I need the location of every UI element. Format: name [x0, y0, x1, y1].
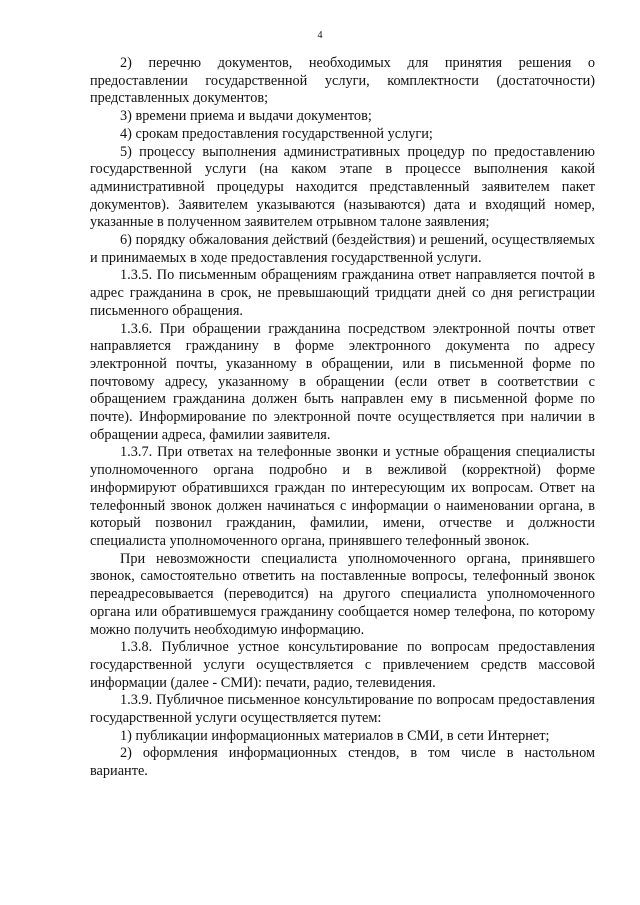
- paragraph: 1.3.6. При обращении гражданина посредством электронной почты ответ направляется гражданину в форме электронного документа по адресу электронной почты, указанному в обращении, или в письменной форме по почтовому адресу, указанному в обращении (если ответ в соответствии с обращением гражданина должен быть направлен ему в письменной форме по почте). Информирование по электронной почте осуществляется при наличии в обращении адреса, фамилии заявителя.: [90, 320, 595, 443]
- document-body: [90, 55, 595, 781]
- paragraph: 1.3.5. По письменным обращениям гражданина ответ направляется почтой в адрес гражданина в срок, не превышающий тридцати дней со дня регистрации письменного обращения.: [90, 267, 595, 319]
- paragraph: 1.3.7. При ответах на телефонные звонки и устные обращения специалисты уполномоченного органа подробно и в вежливой (корректной) форме информируют обратившихся граждан по интересующим их вопросам. Ответ на телефонный звонок должен начинаться с информации о наименовании органа, в который позвонил гражданин, фамилии, имени, отчестве и должности специалиста уполномоченного органа, принявшего телефонный звонок.: [90, 444, 595, 549]
- paragraph: 5) процессу выполнения административных процедур по предоставлению государственной услуги (на каком этапе в процессе выполнения какой административной процедуры находится представленный заявителем пакет документов). Заявителем указываются (называются) дата и входящий номер, указанные в полученном заявителем отрывном талоне заявления;: [90, 143, 595, 231]
- paragraph: 6) порядку обжалования действий (бездействия) и решений, осуществляемых и принимаемых в ходе предоставления государственной услуги.: [90, 232, 595, 266]
- paragraph: 4) срокам предоставления государственной услуги;: [120, 125, 433, 142]
- page-number: 4: [317, 30, 323, 41]
- paragraph: При невозможности специалиста уполномоченного органа, принявшего звонок, самостоятельно ответить на поставленные вопросы, телефонный звонок переадресовывается (переводится) на другого специалиста уполномоченного органа или обратившемуся гражданину сообщается номер телефона, по которому можно получить необходимую информацию.: [90, 550, 595, 638]
- paragraph: 1.3.8. Публичное устное консультирование по вопросам предоставления государственной услуги осуществляется с привлечением средств массовой информации (далее - СМИ): печати, радио, телевидения.: [90, 639, 595, 691]
- paragraph: 2) оформления информационных стендов, в том числе в настольном варианте.: [90, 745, 595, 780]
- paragraph: 3) времени приема и выдачи документов;: [120, 108, 372, 125]
- paragraph: 1) публикации информационных материалов в СМИ, в сети Интернет;: [120, 727, 550, 744]
- paragraph: 2) перечню документов, необходимых для принятия решения о предоставлении государственной услуги, комплектности (достаточности) представленных документов;: [90, 55, 595, 107]
- paragraph: 1.3.9. Публичное письменное консультирование по вопросам предоставления государственной услуги осуществляется путем:: [90, 692, 595, 727]
